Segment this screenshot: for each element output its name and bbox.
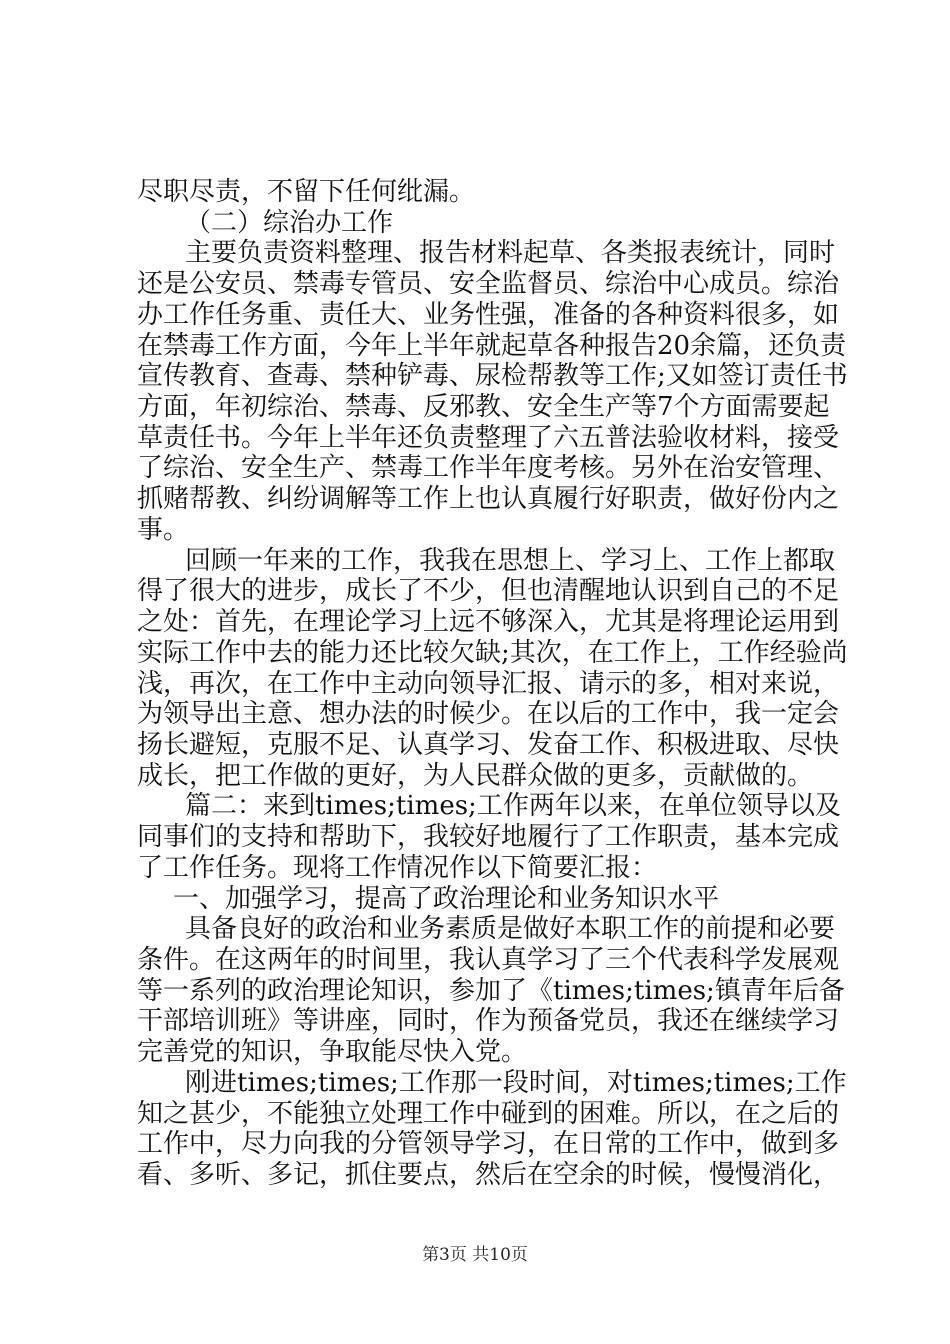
text-line: 在禁毒工作方面，今年上半年就起草各种报告20余篇，还负责 (137, 331, 847, 361)
text-line: 浅，再次，在工作中主动向领导汇报、请示的多，相对来说， (137, 669, 840, 699)
text-line: 实际工作中去的能力还比较欠缺;其次，在工作上，工作经验尚 (137, 638, 848, 668)
text-line: 抓赌帮教、纠纷调解等工作上也认真履行好职责，做好份内之 (137, 484, 840, 514)
section-heading: 一、加强学习，提高了政治理论和业务知识水平 (173, 884, 720, 914)
text-line: 扬长避短，克服不足、认真学习、发奋工作、积极进取、尽快 (137, 730, 840, 760)
text-line: 等一系列的政治理论知识，参加了《times;times;镇青年后备 (137, 976, 845, 1006)
text-line: 成长，把工作做的更好，为人民群众做的更多，贡献做的。 (137, 761, 814, 791)
text-line: 方面，年初综治、禁毒、反邪教、安全生产等7个方面需要起 (137, 392, 830, 422)
text-line: 草责任书。今年上半年还负责整理了六五普法验收材料，接受 (137, 423, 840, 453)
text-line: 知之甚少，不能独立处理工作中碰到的困难。所以，在之后的 (137, 1099, 840, 1129)
text-line: 尽职尽责，不留下任何纰漏。 (137, 177, 476, 207)
text-line: 主要负责资料整理、报告材料起草、各类报表统计，同时 (185, 238, 836, 268)
text-line: 宣传教育、查毒、禁种铲毒、尿检帮教等工作;又如签订责任书 (137, 361, 848, 391)
text-line: 干部培训班》等讲座，同时，作为预备党员，我还在继续学习 (137, 1006, 840, 1036)
text-line: 看、多听、多记，抓住要点，然后在空余的时候，慢慢消化， (137, 1160, 840, 1190)
text-line: 得了很大的进步，成长了不少，但也清醒地认识到自己的不足 (137, 576, 840, 606)
text-line: 刚进times;times;工作那一段时间，对times;times;工作 (185, 1068, 847, 1098)
text-line: 了工作任务。现将工作情况作以下简要汇报： (137, 853, 658, 883)
text-line: 完善党的知识，争取能尽快入党。 (137, 1037, 528, 1067)
text-line: 同事们的支持和帮助下，我较好地履行了工作职责，基本完成 (137, 822, 840, 852)
text-line: 条件。在这两年的时间里，我认真学习了三个代表科学发展观 (137, 945, 840, 975)
text-line: 具备良好的政治和业务素质是做好本职工作的前提和必要 (185, 914, 836, 944)
text-line: 办工作任务重、责任大、业务性强，准备的各种资料很多，如 (137, 300, 840, 330)
text-line: 工作中，尽力向我的分管领导学习，在日常的工作中，做到多 (137, 1129, 840, 1159)
text-line: 为领导出主意、想办法的时候少。在以后的工作中，我一定会 (137, 699, 840, 729)
text-line: 了综治、安全生产、禁毒工作半年度考核。另外在治安管理、 (137, 453, 840, 483)
text-line: 篇二：来到times;times;工作两年以来，在单位领导以及 (185, 791, 841, 821)
section-heading: （二）综治办工作 (185, 208, 394, 238)
text-line: 之处：首先，在理论学习上远不够深入，尤其是将理论运用到 (137, 607, 840, 637)
text-line: 回顾一年来的工作，我我在思想上、学习上、工作上都取 (185, 546, 836, 576)
page-number-footer: 第3页 共10页 (422, 1245, 528, 1265)
text-line: 事。 (137, 515, 190, 545)
text-line: 还是公安员、禁毒专管员、安全监督员、综治中心成员。综治 (137, 269, 840, 299)
